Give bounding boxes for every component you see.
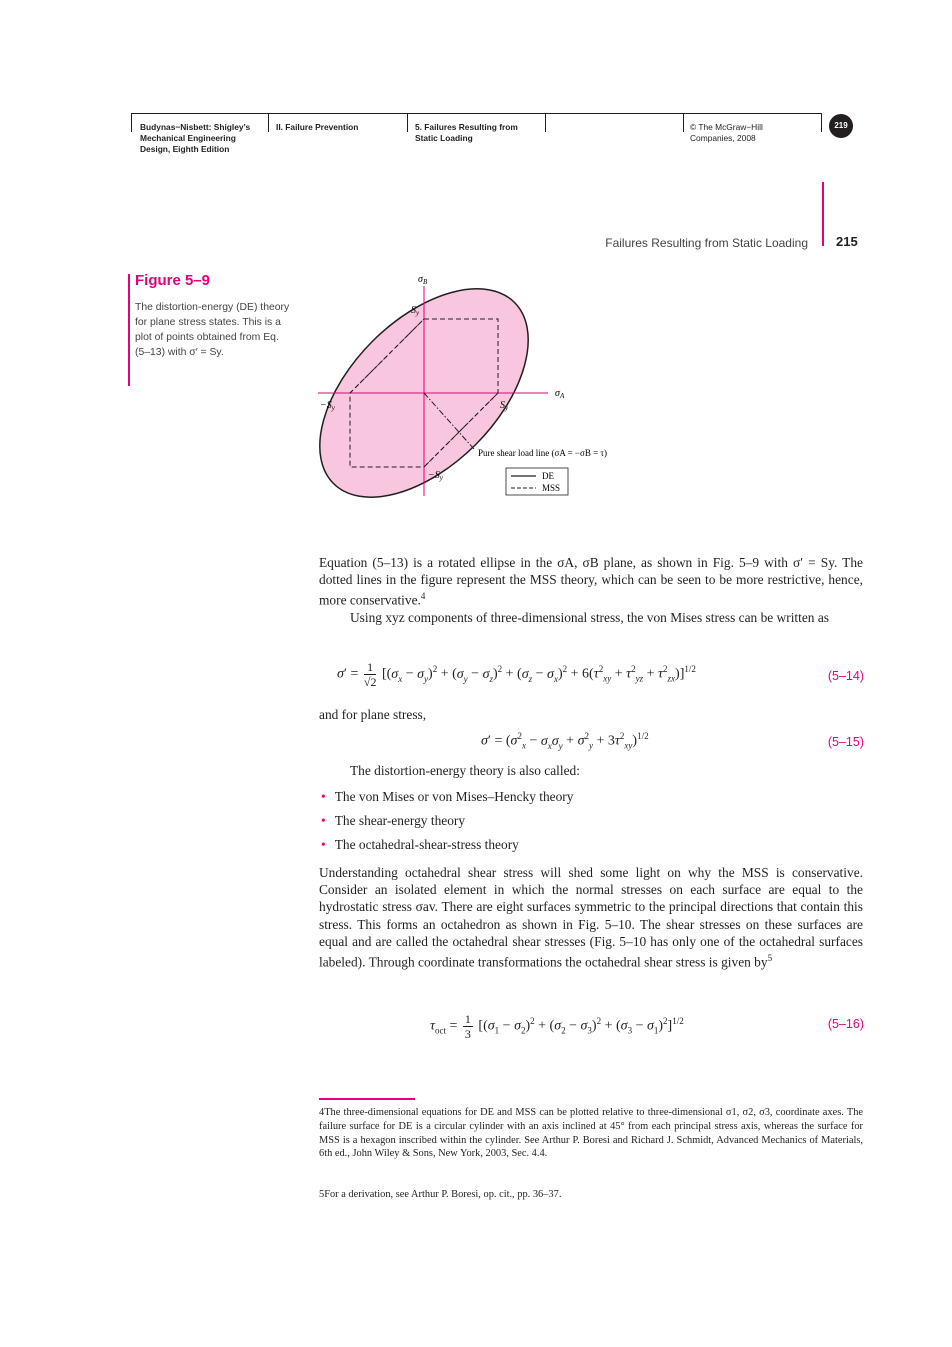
header-book-title: Budynas−Nisbett: Shigley’s Mechanical Engineering Design, Eighth Edition bbox=[140, 122, 251, 154]
header-tick bbox=[268, 113, 269, 132]
header-tick bbox=[683, 113, 684, 132]
header-part: II. Failure Prevention bbox=[276, 122, 359, 132]
figure-caption: The distortion-energy (DE) theory for plane stress states. This is a plot of points obtained from Eq. (5–13) with σ′ = Sy. bbox=[135, 302, 290, 358]
de-theory-diagram bbox=[300, 268, 660, 508]
equation-5-14: σ′ = $\frac{1}{√2}$ $[(\sigma_x - \sigma_y)^2 + (\sigma_y - \sigma_z)^2 + (\sigma_z - \sigma_x)^2 + 6(\tau^2_{xy} + \tau^2_{yz} + \tau^2_{zx})]^{1/2}$ bbox=[337, 660, 696, 689]
legend-de: DE bbox=[542, 471, 554, 481]
page-badge: 219 bbox=[829, 114, 853, 138]
list-item: • The octahedral-shear-stress theory bbox=[321, 837, 519, 852]
caption-bar bbox=[128, 274, 130, 386]
header-copyright: © The McGraw−Hill Companies, 2008 bbox=[690, 122, 763, 143]
figure-title: Figure 5–9 bbox=[135, 272, 211, 289]
label-sy-top: $S_y$ bbox=[411, 305, 420, 317]
paragraph-2: Using xyz components of three-dimensional stress, the von Mises stress can be written as bbox=[350, 610, 829, 625]
header-chapter: 5. Failures Resulting from Static Loading bbox=[415, 122, 518, 143]
list-item: • The von Mises or von Mises–Hencky theory bbox=[321, 789, 574, 804]
footnote-5: 5For a derivation, see Arthur P. Boresi, op. cit., pp. 36–37. bbox=[319, 1189, 562, 1200]
header-tick bbox=[131, 113, 132, 132]
footnote-rule bbox=[319, 1098, 415, 1100]
running-head: Failures Resulting from Static Loading bbox=[605, 236, 808, 250]
legend-mss: MSS bbox=[542, 483, 561, 493]
label-sy-left: $-S_y$ bbox=[320, 400, 335, 412]
equation-5-15: $\sigma' = (\sigma^2_x - \sigma_x\sigma_y + \sigma^2_y + 3\tau^2_{xy})^{1/2}$ bbox=[481, 731, 649, 751]
equation-number-15: (5–15) bbox=[827, 735, 864, 749]
header-tick bbox=[821, 113, 822, 132]
list-item: • The shear-energy theory bbox=[321, 813, 466, 828]
equation-number-16: (5–16) bbox=[827, 1017, 864, 1031]
header-tick bbox=[407, 113, 408, 132]
header-rule bbox=[131, 113, 821, 114]
footnote-4: 4The three-dimensional equations for DE and MSS can be plotted relative to three-dimensional σ1, σ2, σ3, coordinate axes. The failure surface for DE is a circular cylinder with an axis inclined at 45° from each principal stress axis, whereas the surface for MSS is a hexagon inscribed within the cylinder. See Arthur P. Boresi and Richard J. Schmidt, Advanced Mechanics of Materials, 6th ed., John Wiley & Sons, New York, 2003, Sec. 4.4. bbox=[319, 1107, 863, 1160]
page-number: 215 bbox=[836, 234, 858, 249]
paragraph-3: and for plane stress, bbox=[319, 707, 427, 722]
label-sy-bottom: $-S_y$ bbox=[428, 470, 443, 482]
running-head-rule bbox=[822, 182, 824, 246]
label-sy-right: $S_y$ bbox=[500, 400, 509, 412]
label-sigma-b: $\sigma_B$ bbox=[418, 274, 428, 286]
paragraph-1: Equation (5–13) is a rotated ellipse in the σA, σB plane, as shown in Fig. 5–9 with σ′ = Sy. The dotted lines in the figure represent the MSS theory, which can be seen to be more restrictive, hence, more conservative.$^4$ bbox=[319, 555, 863, 608]
equation-5-16: $\tau_{oct}$ = $\frac{1}{3}$ $[(\sigma_1 - \sigma_2)^2 + (\sigma_2 - \sigma_3)^2 + (\sigma_3 - \sigma_1)^2]^{1/2}$ bbox=[430, 1012, 684, 1041]
label-sigma-a: $\sigma_A$ bbox=[555, 388, 565, 400]
paragraph-5: Understanding octahedral shear stress will shed some light on why the MSS is conservative. Consider an isolated element in which the normal stresses on each surface are equal to the hydrostatic stress σav. There are eight surfaces symmetric to the principal directions that contain this stress. This forms an octahedron as shown in Fig. 5–10. The shear stresses on these surfaces are equal and are called the octahedral shear stresses (Fig. 5–10 has only one of the octahedral surfaces labeled). Through coordinate transformations the octahedral shear stress is given $by^5$ bbox=[319, 865, 863, 970]
header-tick bbox=[545, 113, 546, 132]
label-shear-line: Pure shear load line (σA = −σB = τ) bbox=[478, 448, 608, 458]
paragraph-4: The distortion-energy theory is also called: bbox=[350, 763, 580, 778]
equation-number-14: (5–14) bbox=[827, 669, 864, 683]
